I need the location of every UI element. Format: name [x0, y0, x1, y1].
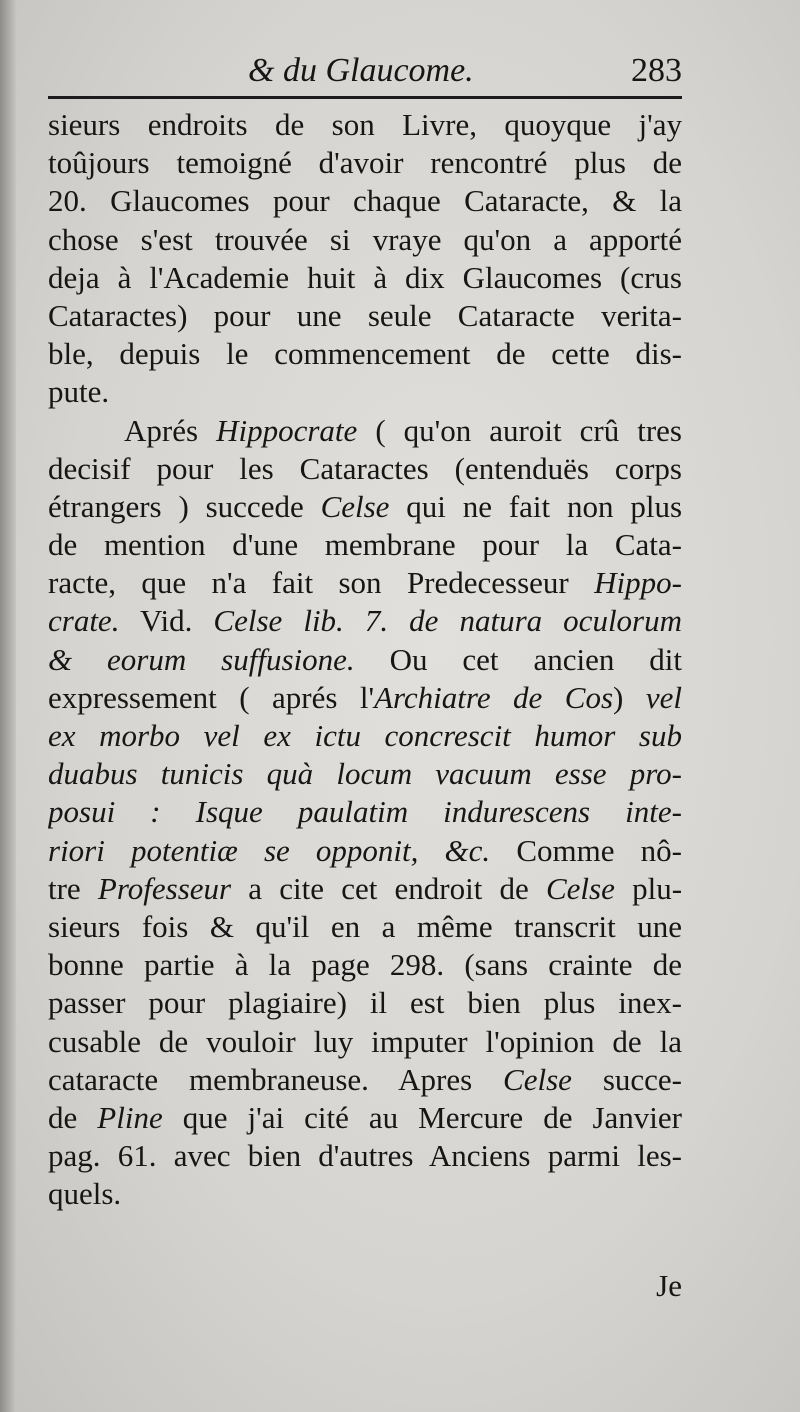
- text-line: expressement ( aprés l'Archiatre de Cos) vel: [48, 679, 682, 715]
- running-head: [48, 50, 682, 94]
- text-line: racte, que n'a fait son Predecesseur Hippo-: [48, 565, 682, 601]
- italic-quote-end: riori potentiæ se opponit, &c.: [48, 832, 491, 868]
- text-line: étrangers ) succede Celse qui ne fait non plus: [48, 488, 682, 524]
- italic-citation: Celse lib. 7. de natura oculorum: [213, 603, 682, 639]
- text-line: de mention d'une membrane pour la Cata-: [48, 527, 682, 563]
- text-line: Cataractes) pour une seule Cataracte verita-: [48, 297, 682, 333]
- text-line-latin-quote: posui : Isque paulatim indurescens inte-: [48, 794, 682, 830]
- italic-name: Professeur: [97, 870, 232, 906]
- italic-name: Pline: [97, 1099, 163, 1135]
- text-line: 20. Glaucomes pour chaque Cataracte, & la: [48, 183, 682, 219]
- text-line: sieurs endroits de son Livre, quoyque j'ay: [48, 107, 682, 142]
- italic-name: Archiatre de Cos: [374, 679, 614, 715]
- header-rule: [48, 96, 682, 99]
- text-line: quels.: [48, 1176, 122, 1212]
- page-gutter-shadow: [0, 0, 16, 1412]
- italic-name: Celse: [503, 1061, 572, 1097]
- italic-name: Hippo-: [594, 565, 682, 601]
- text-line: toûjours temoigné d'avoir rencontré plus de: [48, 145, 682, 181]
- text-line: deja à l'Academie huit à dix Glaucomes (crus: [48, 259, 682, 295]
- text-line: tre Professeur a cite cet endroit de Celse plu-: [48, 870, 682, 906]
- running-title: & du Glaucome.: [248, 52, 474, 89]
- text-line: crate. Vid. Celse lib. 7. de natura oculorum: [48, 603, 682, 639]
- text-line: pag. 61. avec bien d'autres Anciens parmi les-: [48, 1138, 682, 1174]
- text-line-latin-quote: ex morbo vel ex ictu concrescit humor sub: [48, 718, 682, 753]
- text-line: passer pour plagiaire) il est bien plus inex-: [48, 985, 682, 1021]
- text-line: de Pline que j'ai cité au Mercure de Janvier: [48, 1099, 682, 1135]
- italic-name: Celse: [546, 870, 615, 906]
- body-text: [48, 106, 682, 1213]
- text-line: & eorum suffusione. Ou cet ancien dit: [48, 641, 682, 677]
- text-line: cataracte membraneuse. Apres Celse succe-: [48, 1061, 682, 1097]
- text-line: cusable de vouloir luy imputer l'opinion de la: [48, 1023, 682, 1059]
- text-line: riori potentiæ se opponit, &c. Comme nô-: [48, 832, 682, 868]
- text-line: pute.: [48, 374, 110, 410]
- italic-citation: & eorum suffusione.: [48, 641, 355, 677]
- text-line: ble, depuis le commencement de cette dis-: [48, 336, 682, 372]
- italic-name: Celse: [320, 488, 390, 524]
- text-line-paragraph-start: Aprés Hippocrate ( qu'on auroit crû tres: [124, 412, 682, 448]
- italic-name: Hippocrate: [216, 412, 358, 448]
- text-line: bonne partie à la page 298. (sans crainte de: [48, 947, 682, 983]
- text-line: chose s'est trouvée si vraye qu'on a apporté: [48, 221, 682, 257]
- page-number: 283: [631, 52, 682, 89]
- text-line: sieurs fois & qu'il en a même transcrit une: [48, 908, 682, 944]
- text-line-latin-quote: duabus tunicis quà locum vacuum esse pro-: [48, 756, 682, 792]
- catchword: Je: [656, 1268, 682, 1303]
- text-line: decisif pour les Cataractes (entenduës corps: [48, 450, 682, 486]
